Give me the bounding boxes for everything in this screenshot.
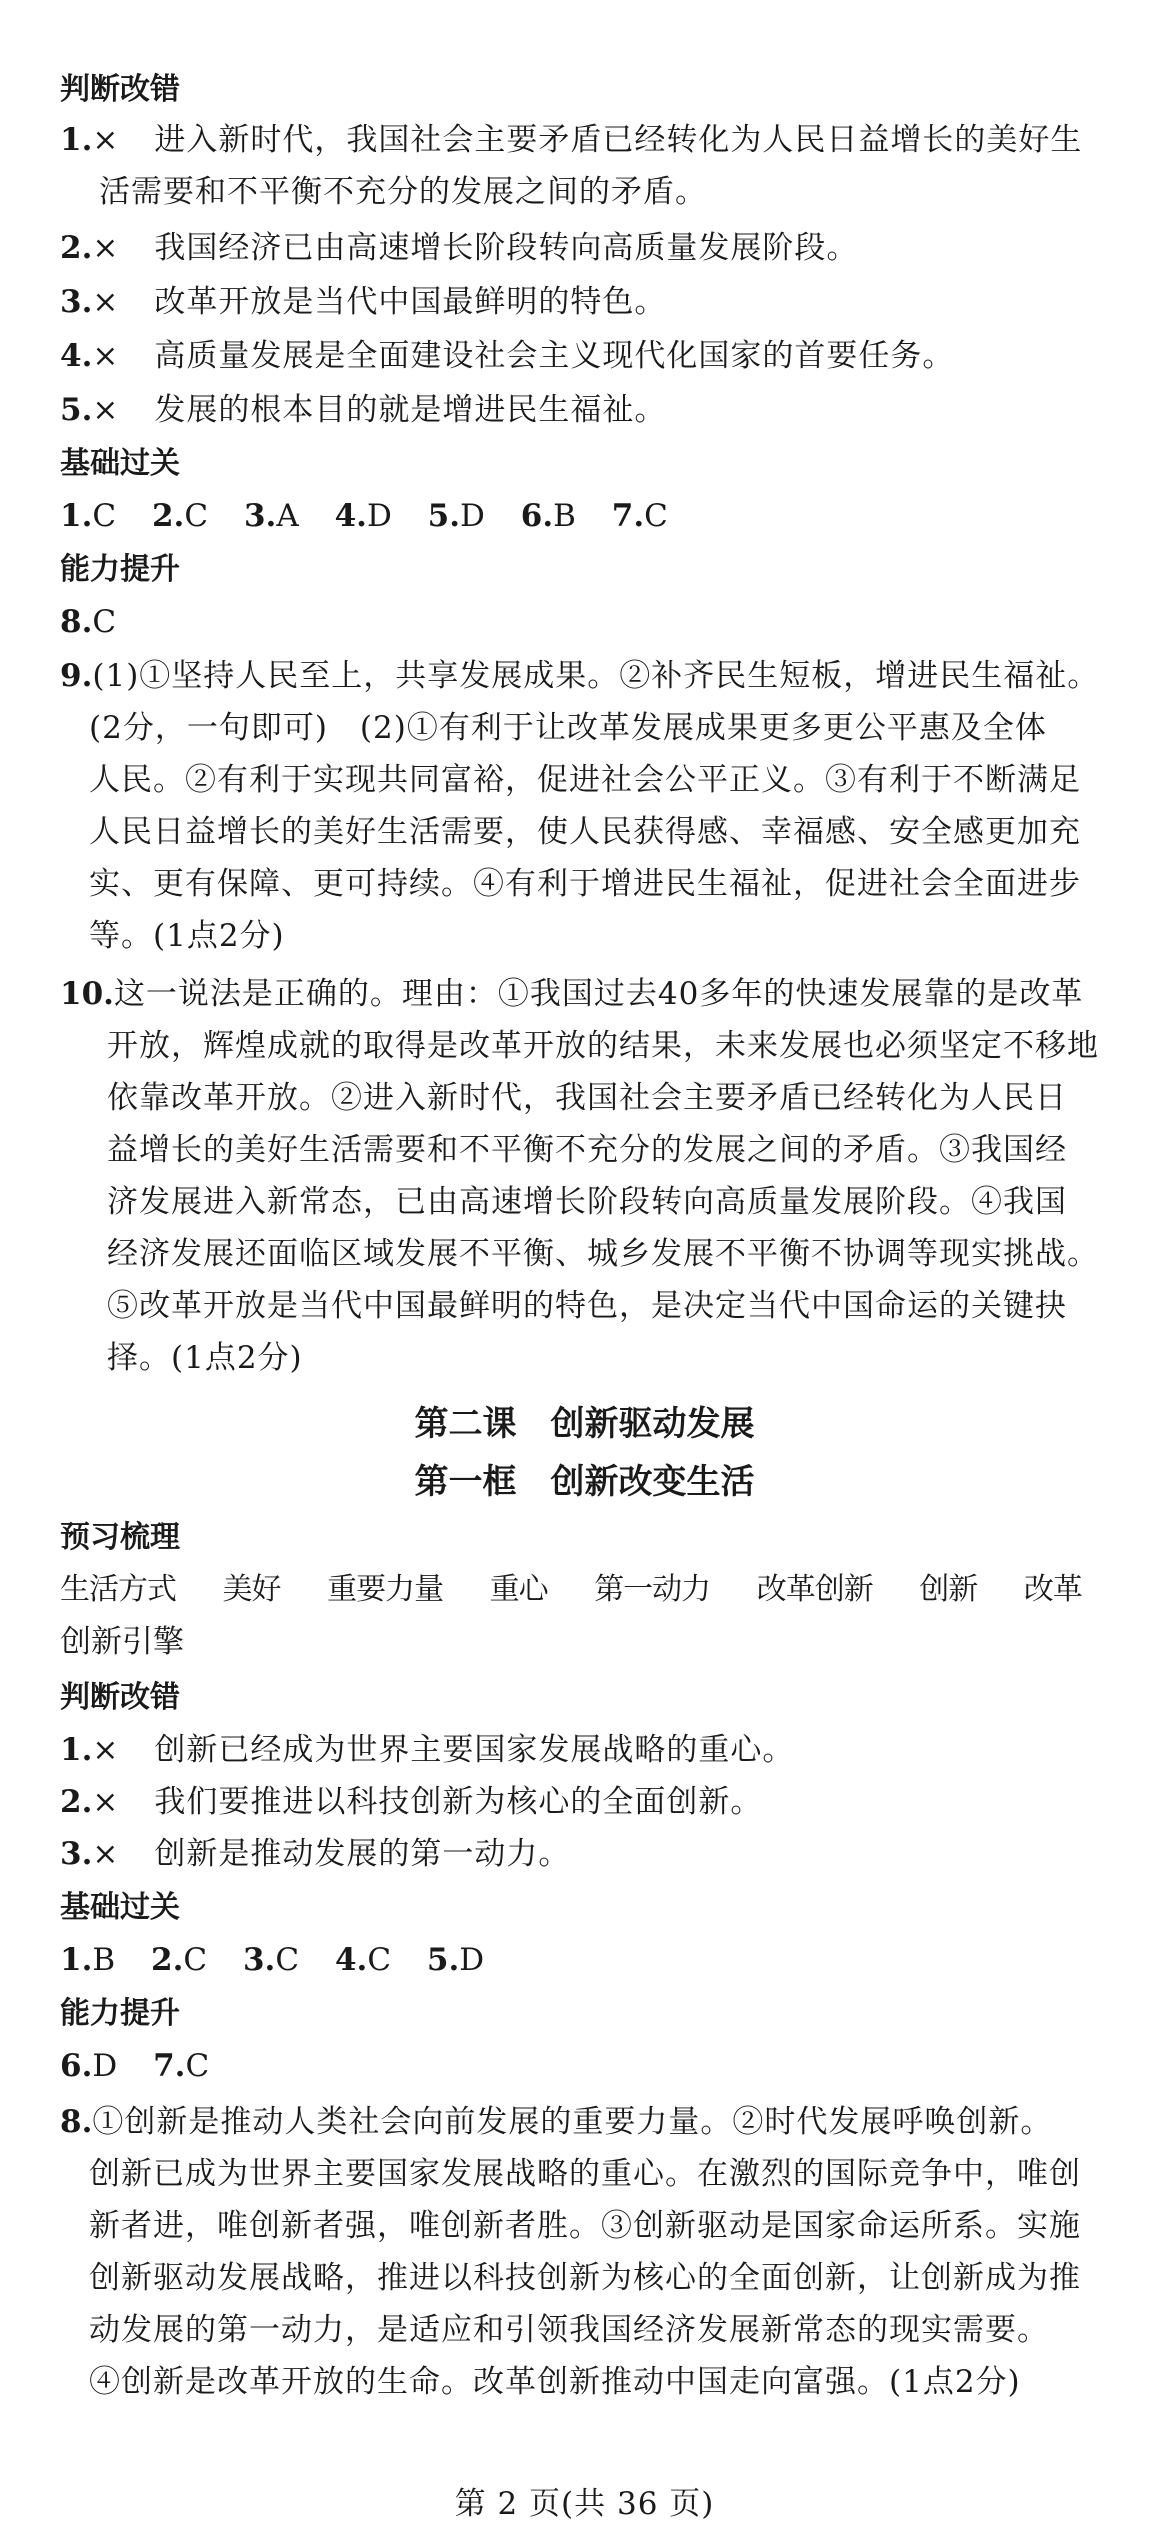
answer-letter: A [276,498,299,534]
ability1-q8 [60,602,116,642]
judge1-item-1-cont: 活需要和不平衡不充分的发展之间的矛盾。 [99,174,707,210]
item-text: 我们要推进以科技创新为核心的全面创新。 [154,1784,763,1820]
item-number: 5. [60,392,93,428]
item-number: 3. [60,284,93,320]
answer-number: 3. [242,1942,276,1978]
answer-number: 3. [243,498,277,534]
keyword: 重要力量 [327,1572,444,1607]
section-heading-judge-1: 判断改错 [60,72,180,107]
ability2-answers [60,2046,235,2086]
cross-mark: × [92,284,120,320]
q8b-line-4: 创新驱动发展战略，推进以科技创新为核心的全面创新，让创新成为推 [89,2260,1081,2296]
lesson-title: 第二课 创新驱动发展 [414,1404,755,1444]
q8b-text: ①创新是推动人类社会向前发展的重要力量。②时代发展呼唤创新。 [92,2104,1053,2140]
cross-mark: × [92,1836,120,1872]
cross-mark: × [92,1784,120,1820]
item-text: 创新已经成为世界主要国家发展战略的重心。 [154,1732,795,1768]
q8b-line-1 [60,2102,1052,2142]
section-heading-ability-2: 能力提升 [60,1996,180,2031]
answer-number: 4. [334,498,367,534]
judge1-item-2 [60,228,858,268]
answer-letter: C [185,2048,210,2084]
item-number: 2. [60,230,93,266]
keyword: 重心 [489,1572,548,1607]
judge2-item-2 [60,1782,762,1822]
item-text: 发展的根本目的就是增进民生福祉。 [154,392,667,428]
item-number: 1. [60,1732,93,1768]
answer-letter: C [92,604,117,640]
answer-letter: C [275,1942,300,1978]
q10-text: 这一说法是正确的。理由：①我国过去40多年的快速发展靠的是改革 [113,976,1084,1012]
q10-line-8: 择。(1点2分) [107,1340,303,1376]
page-footer: 第 2 页(共 36 页) [454,2486,715,2522]
q10-line-5: 济发展进入新常态，已由高速增长阶段转向高质量发展阶段。④我国 [107,1184,1067,1220]
section-heading-ability-1: 能力提升 [60,552,180,587]
answer-number: 8. [60,604,93,640]
answer-letter: D [366,498,392,534]
judge2-item-3 [60,1834,570,1874]
judge1-item-3 [60,282,666,322]
item-text: 进入新时代，我国社会主要矛盾已经转化为人民日益增长的美好生 [154,122,1083,158]
keyword: 改革创新 [756,1572,873,1607]
answer-number: 1. [60,1942,93,1978]
keyword: 创新引擎 [60,1624,184,1660]
item-number: 4. [60,338,93,374]
answer-letter: D [92,2048,118,2084]
item-number: 8. [60,2104,93,2140]
item-text: 改革开放是当代中国最鲜明的特色。 [154,284,667,320]
keyword: 创新 [919,1572,978,1607]
judge1-item-4 [60,336,954,376]
basic2-answers [60,1940,510,1980]
cross-mark: × [92,392,120,428]
keyword: 第一动力 [594,1572,711,1607]
item-text: 创新是推动发展的第一动力。 [154,1836,571,1872]
answer-number: 7. [611,498,645,534]
answer-number: 6. [520,498,554,534]
item-text: 高质量发展是全面建设社会主义现代化国家的首要任务。 [154,338,955,374]
answer-letter: D [459,1942,485,1978]
q8b-line-2: 创新已成为世界主要国家发展战略的重心。在激烈的国际竞争中，唯创 [89,2156,1081,2192]
cross-mark: × [92,1732,120,1768]
q9-text: (1)①坚持人民至上，共享发展成果。②补齐民生短板，增进民生福祉。 [92,658,1100,694]
cross-mark: × [92,122,120,158]
answer-letter: C [367,1942,392,1978]
cross-mark: × [92,338,120,374]
q8b-line-3: 新者进，唯创新者强，唯创新者胜。③创新驱动是国家命运所系。实施 [89,2208,1081,2244]
q8b-line-5: 动发展的第一动力，是适应和引领我国经济发展新常态的现实需要。 [89,2312,1049,2348]
answer-letter: B [553,498,576,534]
lesson-subtitle: 第一框 创新改变生活 [414,1462,755,1502]
keyword: 生活方式 [60,1572,176,1607]
item-number: 2. [60,1784,93,1820]
item-number: 3. [60,1836,93,1872]
item-text: 我国经济已由高速增长阶段转向高质量发展阶段。 [154,230,859,266]
answer-number: 2. [151,1942,184,1978]
q9-line-5: 实、更有保障、更可持续。④有利于增进民生福祉，促进社会全面进步 [89,866,1081,902]
item-number: 1. [60,122,93,158]
item-number: 10. [60,976,114,1012]
q10-line-4: 益增长的美好生活需要和不平衡不充分的发展之间的矛盾。③我国经 [107,1132,1067,1168]
q9-line-4: 人民日益增长的美好生活需要，使人民获得感、幸福感、安全感更加充 [89,814,1081,850]
q10-line-3: 依靠改革开放。②进入新时代，我国社会主要矛盾已经转化为人民日 [107,1080,1067,1116]
judge1-item-1 [60,120,1082,160]
section-heading-basic-2: 基础过关 [60,1890,180,1925]
answer-letter: C [183,1942,208,1978]
answer-letter: B [92,1942,116,1978]
answer-number: 6. [60,2048,93,2084]
answer-number: 7. [153,2048,186,2084]
answer-letter: C [92,498,117,534]
answer-letter: D [460,498,485,534]
preview-keywords [60,1570,1120,1610]
q10-line-6: 经济发展还面临区域发展不平衡、城乡发展不平衡不协调等现实挑战。 [107,1236,1099,1272]
judge2-item-1 [60,1730,794,1770]
cross-mark: × [92,230,120,266]
answer-number: 2. [151,498,185,534]
keyword: 美好 [222,1572,281,1607]
q8b-line-6: ④创新是改革开放的生命。改革创新推动中国走向富强。(1点2分) [89,2364,1021,2400]
q10-line-2: 开放，辉煌成就的取得是改革开放的结果，未来发展也必须坚定不移地 [107,1028,1099,1064]
q9-line-1 [60,656,1099,696]
q9-line-6: 等。(1点2分) [89,918,285,954]
preview-keywords-cont [60,1622,222,1662]
item-number: 9. [60,658,93,694]
section-heading-judge-2: 判断改错 [60,1680,180,1715]
answer-number: 5. [427,498,461,534]
q10-line-1 [60,974,1083,1014]
basic1-answers [60,496,694,536]
answer-letter: C [644,498,668,534]
answer-number: 1. [60,498,93,534]
keyword: 改革 [1023,1572,1082,1607]
judge1-item-5 [60,390,666,430]
section-heading-basic-1: 基础过关 [60,446,180,481]
q10-line-7: ⑤改革开放是当代中国最鲜明的特色，是决定当代中国命运的关键抉 [107,1288,1067,1324]
q9-line-3: 人民。②有利于实现共同富裕，促进社会公平正义。③有利于不断满足 [89,762,1081,798]
answer-letter: C [184,498,209,534]
answer-number: 5. [426,1942,460,1978]
section-heading-preview: 预习梳理 [60,1520,180,1555]
answer-number: 4. [334,1942,368,1978]
q9-line-2: (2分，一句即可) (2)①有利于让改革发展成果更多更公平惠及全体 [89,710,1047,746]
